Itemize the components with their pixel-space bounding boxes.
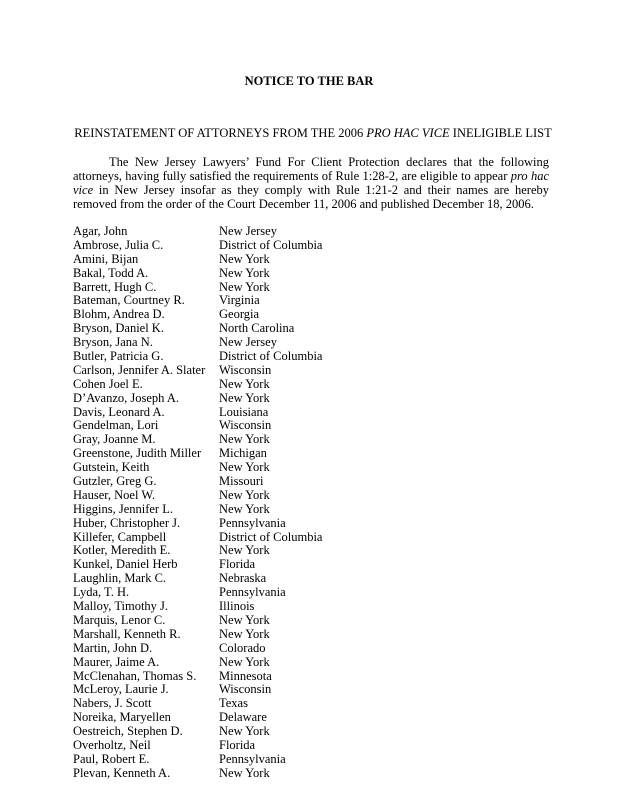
attorney-name: Laughlin, Mark C.	[73, 571, 167, 586]
attorney-state: Wisconsin	[219, 418, 272, 433]
paragraph-text-start: The New Jersey Lawyers’ Fund For Client Protection declares that the following attorneys, having fully satisfied the requirements of Rule 1:28-2, are eligible to appear	[73, 155, 549, 183]
list-item	[73, 364, 373, 378]
list-item	[73, 739, 373, 753]
heading-text-italic: PRO HAC VICE	[366, 126, 450, 140]
attorney-name: Barrett, Hugh C.	[73, 279, 157, 294]
attorney-name: Gray, Joanne M.	[73, 432, 156, 447]
list-item	[73, 322, 373, 336]
declaration-paragraph	[73, 155, 549, 211]
attorney-state: New Jersey	[219, 335, 277, 350]
attorney-name: Lyda, T. H.	[73, 585, 130, 600]
attorney-state: New York	[219, 279, 270, 294]
attorney-state: New York	[219, 460, 270, 475]
attorney-state: Colorado	[219, 640, 266, 655]
attorney-state: New York	[219, 265, 270, 280]
attorney-state: Virginia	[219, 293, 260, 308]
attorney-state: Minnesota	[219, 668, 272, 683]
list-item	[73, 531, 373, 545]
attorney-name: Blohm, Andrea D.	[73, 307, 165, 322]
attorney-name: Malloy, Timothy J.	[73, 599, 169, 614]
list-item	[73, 378, 373, 392]
attorney-name: Amini, Bijan	[73, 251, 139, 266]
attorney-name: Gendelman, Lori	[73, 418, 159, 433]
list-item	[73, 475, 373, 489]
attorney-state: District of Columbia	[219, 349, 323, 364]
attorney-name: Killefer, Campbell	[73, 529, 167, 544]
list-item	[73, 600, 373, 614]
attorney-state: New York	[219, 543, 270, 558]
attorney-name: Martin, John D.	[73, 640, 153, 655]
list-item	[73, 281, 373, 295]
attorney-state: New York	[219, 501, 270, 516]
attorney-name: Greenstone, Judith Miller	[73, 446, 202, 461]
attorney-state: Florida	[219, 737, 256, 752]
list-item	[73, 753, 373, 767]
attorney-list	[73, 225, 373, 781]
attorney-state: District of Columbia	[219, 237, 323, 252]
attorney-state: New York	[219, 612, 270, 627]
attorney-state: Pennsylvania	[219, 515, 286, 530]
attorney-name: Bateman, Courtney R.	[73, 293, 185, 308]
attorney-state: New York	[219, 724, 270, 739]
attorney-state: New Jersey	[219, 224, 277, 238]
attorney-state: New York	[219, 487, 270, 502]
attorney-name: Bryson, Daniel K.	[73, 321, 164, 336]
attorney-name: Bakal, Todd A.	[73, 265, 149, 280]
attorney-name: Overholtz, Neil	[73, 737, 151, 752]
list-item	[73, 572, 373, 586]
attorney-state: Nebraska	[219, 571, 267, 586]
attorney-state: New York	[219, 251, 270, 266]
list-item	[73, 294, 373, 308]
attorney-name: Davis, Leonard A.	[73, 404, 165, 419]
list-item	[73, 336, 373, 350]
attorney-name: Kotler, Meredith E.	[73, 543, 171, 558]
attorney-state: Wisconsin	[219, 682, 272, 697]
list-item	[73, 225, 373, 239]
list-item	[73, 239, 373, 253]
list-item	[73, 670, 373, 684]
attorney-name: Oestreich, Stephen D.	[73, 724, 183, 739]
paragraph-text-italic: pro hac vice	[73, 169, 550, 197]
list-item	[73, 447, 373, 461]
attorney-state: Missouri	[219, 474, 264, 489]
attorney-name: Agar, John	[73, 224, 128, 238]
list-item	[73, 433, 373, 447]
attorney-name: McClenahan, Thomas S.	[73, 668, 197, 683]
list-item	[73, 489, 373, 503]
list-item	[73, 711, 373, 725]
attorney-name: Kunkel, Daniel Herb	[73, 557, 178, 572]
attorney-name: Huber, Christopher J.	[73, 515, 181, 530]
attorney-name: Marquis, Lenor C.	[73, 612, 166, 627]
attorney-state: Delaware	[219, 710, 267, 725]
list-item	[73, 461, 373, 475]
list-item	[73, 656, 373, 670]
list-item	[73, 419, 373, 433]
list-item	[73, 558, 373, 572]
attorney-state: Louisiana	[219, 404, 269, 419]
attorney-name: D’Avanzo, Joseph A.	[73, 390, 179, 405]
list-item	[73, 267, 373, 281]
attorney-name: Plevan, Kenneth A.	[73, 765, 171, 780]
list-item	[73, 517, 373, 531]
list-item	[73, 406, 373, 420]
attorney-name: Butler, Patricia G.	[73, 349, 164, 364]
attorney-name: Maurer, Jaime A.	[73, 654, 160, 669]
list-item	[73, 725, 373, 739]
paragraph-text-end: in New Jersey insofar as they comply with Rule 1:21-2 and their names are hereby removed from the order of the Court December 11, 2006 and published December 18, 2006.	[73, 183, 549, 211]
list-item	[73, 392, 373, 406]
attorney-state: New York	[219, 654, 270, 669]
notice-title: NOTICE TO THE BAR	[244, 74, 374, 88]
attorney-name: Paul, Robert E.	[73, 751, 150, 766]
attorney-state: Illinois	[219, 599, 255, 614]
attorney-name: Carlson, Jennifer A. Slater	[73, 362, 206, 377]
list-item	[73, 544, 373, 558]
attorney-state: New York	[219, 626, 270, 641]
attorney-name: Gutstein, Keith	[73, 460, 150, 475]
attorney-state: North Carolina	[219, 321, 295, 336]
list-item	[73, 697, 373, 711]
list-item	[73, 253, 373, 267]
attorney-state: New York	[219, 390, 270, 405]
attorney-state: District of Columbia	[219, 529, 323, 544]
attorney-state: Wisconsin	[219, 362, 272, 377]
list-item	[73, 614, 373, 628]
attorney-name: Ambrose, Julia C.	[73, 237, 164, 252]
attorney-name: Higgins, Jennifer L.	[73, 501, 173, 516]
attorney-state: Texas	[219, 696, 248, 711]
attorney-state: New York	[219, 432, 270, 447]
attorney-name: Hauser, Noel W.	[73, 487, 156, 502]
list-item	[73, 586, 373, 600]
list-item	[73, 628, 373, 642]
attorney-name: McLeroy, Laurie J.	[73, 682, 169, 697]
attorney-state: Florida	[219, 557, 256, 572]
list-item	[73, 683, 373, 697]
list-item	[73, 642, 373, 656]
attorney-state: New York	[219, 376, 270, 391]
attorney-state: Michigan	[219, 446, 267, 461]
attorney-state: Georgia	[219, 307, 260, 322]
list-item	[73, 767, 373, 781]
list-item	[73, 308, 373, 322]
list-item	[73, 503, 373, 517]
attorney-name: Gutzler, Greg G.	[73, 474, 157, 489]
heading-text-start: REINSTATEMENT OF ATTORNEYS FROM THE 2006	[74, 126, 367, 140]
attorney-state: Pennsylvania	[219, 585, 286, 600]
attorney-name: Marshall, Kenneth R.	[73, 626, 181, 641]
attorney-name: Nabers, J. Scott	[73, 696, 152, 711]
notice-heading	[73, 126, 553, 141]
attorney-name: Bryson, Jana N.	[73, 335, 153, 350]
attorney-state: New York	[219, 765, 270, 780]
attorney-state: Pennsylvania	[219, 751, 286, 766]
attorney-name: Cohen Joel E.	[73, 376, 143, 391]
attorney-name: Noreika, Maryellen	[73, 710, 171, 725]
heading-text-end: INELIGIBLE LIST	[449, 126, 552, 140]
list-item	[73, 350, 373, 364]
